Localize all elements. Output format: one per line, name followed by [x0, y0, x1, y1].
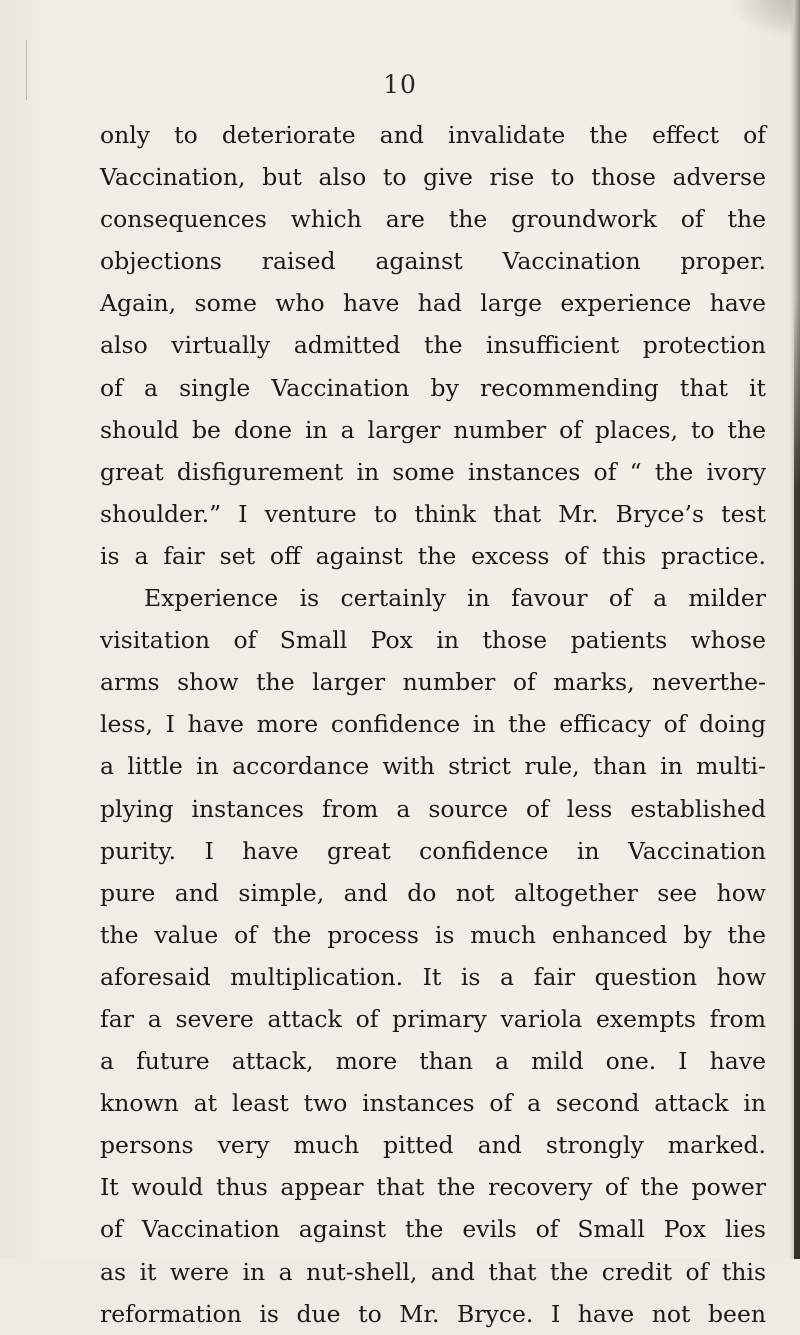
text-line: pure and simple, and do not altogether see how	[100, 878, 766, 907]
text-line: objections raised against Vaccination proper.	[100, 247, 766, 276]
text-line: Vaccination, but also to give rise to those adverse	[100, 163, 766, 192]
text-line: shoulder.” I venture to think that Mr. Bryce’s test	[100, 499, 766, 528]
page-binding-shadow	[794, 300, 800, 1259]
text-line: should be done in a larger number of places, to the	[100, 415, 766, 444]
page-number: 10	[383, 70, 417, 99]
paragraph-start-line: Experience is certainly in favour of a milder	[144, 584, 766, 613]
text-line: plying instances from a source of less established	[100, 794, 766, 823]
text-line: purity. I have great confidence in Vaccination	[100, 836, 766, 865]
text-line: Again, some who have had large experience have	[100, 289, 766, 318]
text-line: of Vaccination against the evils of Small Pox lies	[100, 1215, 766, 1244]
text-line: a future attack, more than a mild one. I have	[100, 1047, 766, 1076]
text-line: persons very much pitted and strongly marked.	[100, 1131, 766, 1160]
text-line: visitation of Small Pox in those patients whose	[100, 626, 766, 655]
text-line: aforesaid multiplication. It is a fair question how	[100, 962, 766, 991]
text-line: less, I have more confidence in the efficacy of doing	[100, 710, 766, 739]
text-line: It would thus appear that the recovery of the power	[100, 1173, 766, 1202]
text-line: consequences which are the groundwork of the	[100, 205, 766, 234]
text-line: reformation is due to Mr. Bryce. I have not been	[100, 1299, 766, 1328]
body-text	[100, 114, 766, 1335]
text-line: only to deteriorate and invalidate the effect of	[100, 121, 766, 149]
text-line: great disfigurement in some instances of “ the ivory	[100, 457, 766, 486]
text-line: known at least two instances of a second attack in	[100, 1089, 766, 1118]
text-line: far a severe attack of primary variola exempts from	[100, 1004, 766, 1033]
text-line: the value of the process is much enhanced by the	[100, 920, 766, 949]
text-line: arms show the larger number of marks, neverthe-	[100, 668, 766, 697]
text-line: is a fair set off against the excess of this practice.	[100, 541, 766, 570]
text-line: as it were in a nut-shell, and that the credit of this	[100, 1257, 766, 1286]
text-line: of a single Vaccination by recommending that it	[100, 373, 766, 402]
text-line: a little in accordance with strict rule, than in multi-	[100, 752, 766, 781]
text-line: also virtually admitted the insufficient protection	[100, 331, 766, 360]
